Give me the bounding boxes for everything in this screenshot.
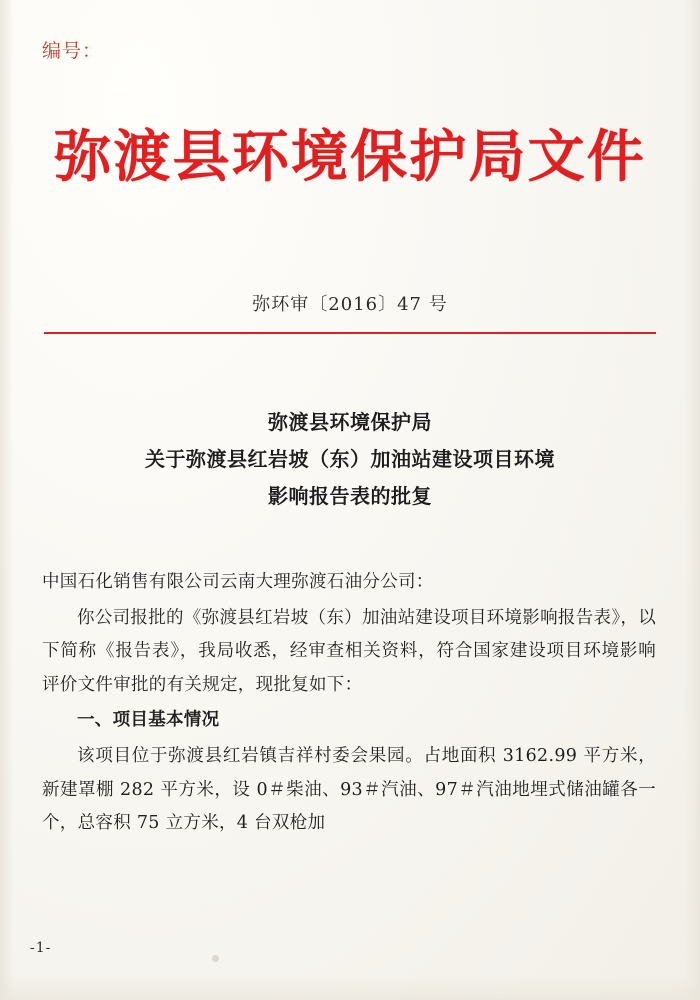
- issue-number: 弥环审〔2016〕47 号: [252, 294, 448, 315]
- punch-hole-mark: [212, 955, 219, 962]
- document-number-label: 编号：: [42, 40, 103, 62]
- title-line-1: 弥渡县环境保护局: [268, 410, 432, 434]
- title-line-2: 关于弥渡县红岩坡（东）加油站建设项目环境: [145, 447, 555, 471]
- red-divider-rule: [44, 332, 656, 334]
- page-number: -1-: [30, 940, 52, 956]
- scan-shadow-bottom: [0, 974, 700, 1000]
- title-line-3: 影响报告表的批复: [268, 484, 432, 508]
- section-heading-1: 一、项目基本情况: [77, 710, 220, 731]
- section-paragraph-1: 该项目位于弥渡县红岩镇吉祥村委会果园。占地面积 3162.99 平方米，新建罩棚 282 平方米，设 0＃柴油、93＃汽油、97＃汽油地埋式储油罐各一个，总容积 75 立方米，4 台双枪加: [42, 745, 656, 834]
- body-paragraph-1: 你公司报批的《弥渡县红岩坡（东）加油站建设项目环境影响报告表》，以下简称《报告表》，我局收悉，经审查相关资料，符合国家建设项目环境影响评价文件审批的有关规定，现批复如下：: [42, 607, 656, 695]
- document-title: [70, 404, 630, 515]
- masthead-title: 弥渡县环境保护局文件: [54, 124, 646, 190]
- addressee-line: 中国石化销售有限公司云南大理弥渡石油分公司：: [42, 572, 434, 592]
- document-body: [42, 566, 656, 843]
